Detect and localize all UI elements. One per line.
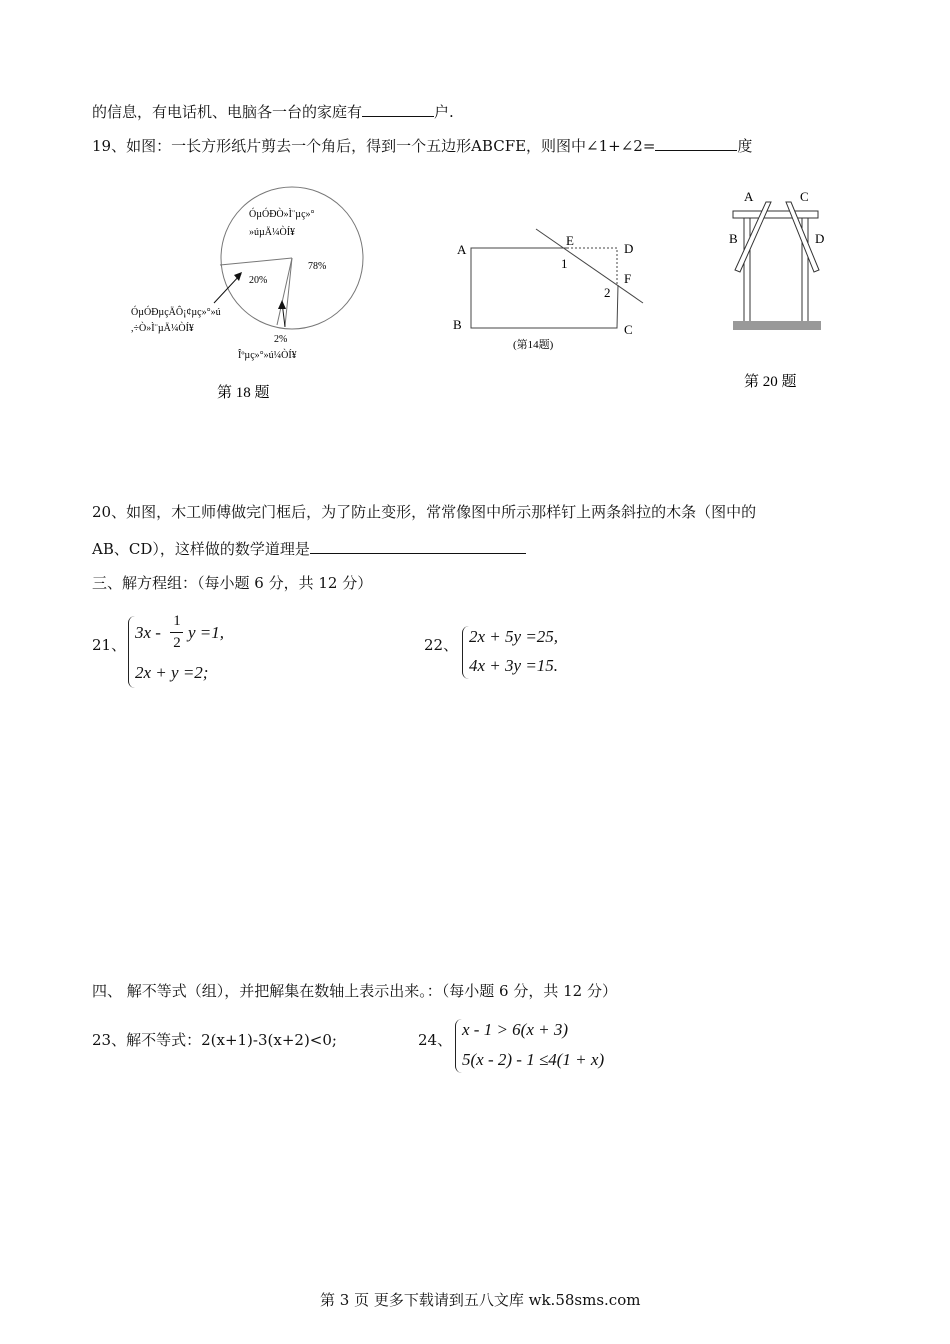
q21-eq1-part-a: 3x - bbox=[135, 623, 161, 642]
point-C: C bbox=[624, 322, 633, 337]
door-lintel bbox=[733, 211, 818, 218]
q22-number: 22、 bbox=[424, 636, 459, 654]
door-label-D: D bbox=[815, 231, 825, 246]
q21-frac-den: 2 bbox=[173, 635, 181, 651]
q22-eq1-text: 2x + 5y =25, bbox=[469, 627, 559, 646]
pie-slice-label-78: 78% bbox=[308, 261, 327, 272]
q24-ineq1 bbox=[462, 1020, 568, 1040]
pie-slice-label-20: 20% bbox=[249, 275, 268, 286]
point-E: E bbox=[566, 233, 574, 248]
pie-caption: 第 18 题 bbox=[217, 385, 270, 401]
pie-slice-label-2: 2% bbox=[274, 334, 288, 345]
point-B: B bbox=[453, 317, 462, 332]
q21-eq2-text: 2x + y =2; bbox=[135, 663, 209, 682]
q21-frac-num: 1 bbox=[173, 613, 181, 629]
q21-eq1-b-text: y =1, bbox=[188, 623, 225, 642]
q19-unit: 度 bbox=[737, 137, 753, 155]
pie-label-bottom: Îºµç»°»ú¼ÒÍ¥ bbox=[238, 350, 297, 361]
q21-eq1-part-b bbox=[188, 623, 224, 643]
q24-brace bbox=[455, 1019, 462, 1073]
q20-answer-blank[interactable] bbox=[310, 539, 526, 554]
q24-ineq2 bbox=[462, 1050, 604, 1070]
q24-ineq2-text: 5(x - 2) - 1 ≤4(1 + x) bbox=[462, 1050, 605, 1069]
door-ground bbox=[733, 321, 821, 330]
q24-ineq1-text: x - 1 > 6(x + 3) bbox=[462, 1020, 569, 1039]
q21-eq2 bbox=[135, 663, 208, 683]
pie-label-left-1: ÓµÓÐµçÄÔ¡¢µç»°»ú bbox=[131, 307, 221, 318]
pie-label-top-1: ÓµÓÐÒ»Ì¨µç»° bbox=[249, 209, 315, 220]
point-D: D bbox=[624, 241, 634, 256]
rect-caption: (第14题) bbox=[513, 339, 554, 351]
point-A: A bbox=[457, 242, 467, 257]
q21-brace bbox=[128, 616, 135, 688]
q21-number: 21、 bbox=[92, 636, 127, 654]
q24-number: 24、 bbox=[418, 1031, 453, 1049]
pie-label-top-2: »úµÄ¼ÒÍ¥ bbox=[249, 227, 296, 238]
q22-brace bbox=[462, 626, 469, 679]
door-label-A: A bbox=[744, 189, 754, 204]
pie-label-left-2: ,÷Ò»Ì¨µÄ¼ÒÍ¥ bbox=[131, 323, 194, 334]
q20-line2-text: AB、CD），这样做的数学道理是 bbox=[92, 540, 310, 558]
q18-unit: 户. bbox=[434, 103, 454, 121]
q19-text: 19、如图：一长方形纸片剪去一个角后，得到一个五边形ABCFE，则图中∠1+∠2= bbox=[92, 137, 656, 155]
q23: 23、解不等式：2(x+1)-3(x+2)<0; bbox=[92, 1031, 337, 1049]
angle-1: 1 bbox=[561, 256, 568, 271]
door-post-left bbox=[744, 218, 750, 322]
q20-line1: 20、如图，木工师傅做完门框后，为了防止变形，常常像图中所示那样钉上两条斜拉的木条（图中的 bbox=[92, 503, 757, 521]
q22-eq1 bbox=[469, 627, 558, 647]
q22-eq2-text: 4x + 3y =15. bbox=[469, 656, 559, 675]
q21-eq1 bbox=[135, 623, 161, 643]
q20-line2 bbox=[92, 539, 526, 559]
q22-eq2 bbox=[469, 656, 558, 676]
angle-2: 2 bbox=[604, 285, 611, 300]
page-footer: 第 3 页 更多下载请到五八文库 wk.58sms.com bbox=[320, 1291, 641, 1309]
door-label-B: B bbox=[729, 231, 738, 246]
section3-title: 三、解方程组：（每小题 6 分，共 12 分） bbox=[92, 574, 373, 592]
q21-frac-bar bbox=[170, 632, 183, 633]
door-label-C: C bbox=[800, 189, 809, 204]
q18-tail-text: 的信息，有电话机、电脑各一台的家庭有 bbox=[92, 103, 363, 121]
door-caption: 第 20 题 bbox=[744, 374, 797, 390]
point-F: F bbox=[624, 271, 632, 286]
section4-title: 四、 解不等式（组），并把解集在数轴上表示出来。：（每小题 6 分，共 12 分） bbox=[92, 982, 617, 1000]
